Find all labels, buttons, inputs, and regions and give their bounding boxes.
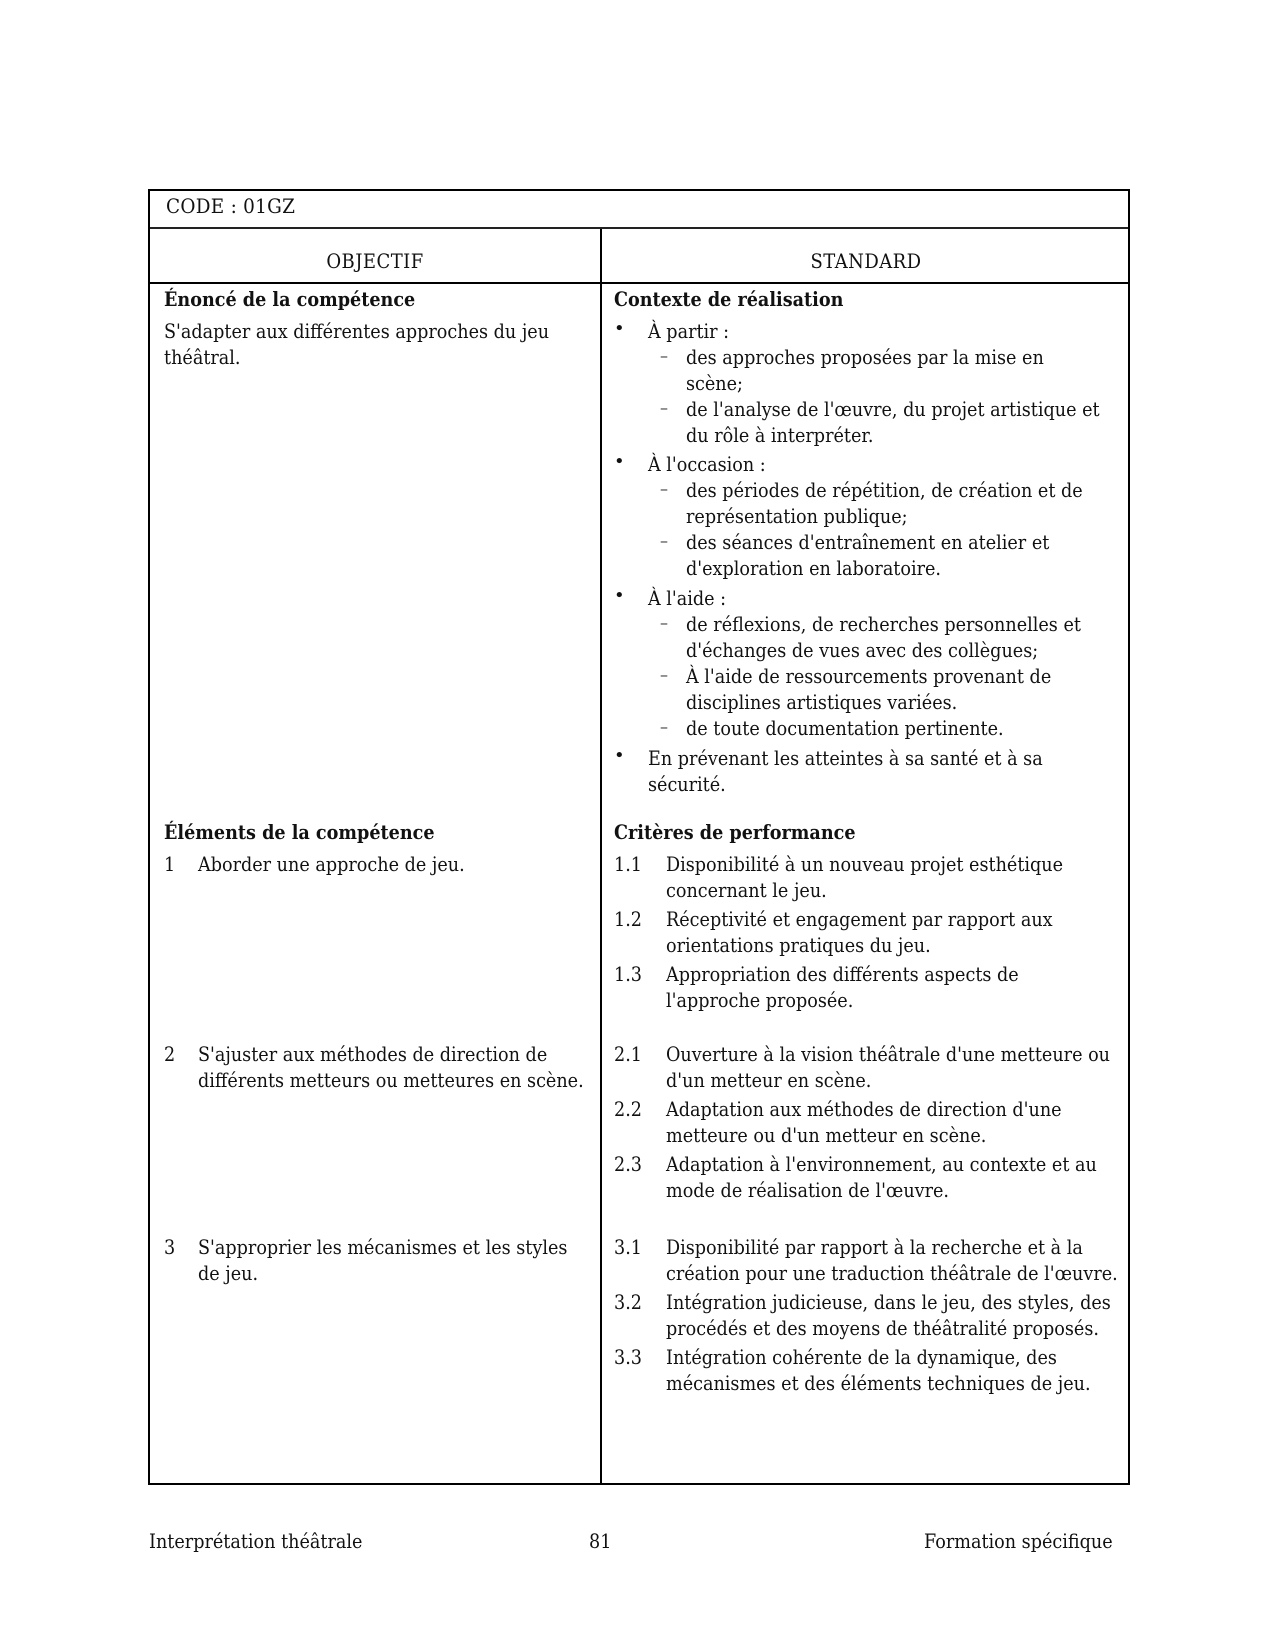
sub-item: scène; (686, 371, 743, 395)
sub-item: des séances d'entraînement en atelier et (686, 530, 1050, 554)
footer-program-name: Interprétation théâtrale (149, 1529, 363, 1553)
sub-item: des périodes de répétition, de création et de (686, 478, 1083, 502)
element-text: Aborder une approche de jeu. (198, 852, 465, 876)
competency-table (148, 189, 1130, 1485)
critere-text: l'approche proposée. (666, 988, 854, 1012)
critere-text: mode de réalisation de l'œuvre. (666, 1178, 950, 1202)
sub-item: de réflexions, de recherches personnelles et (686, 612, 1081, 636)
bullet-label: À l'occasion : (648, 452, 766, 476)
critere-text: Appropriation des différents aspects de (666, 962, 1019, 986)
dash-icon: – (660, 613, 668, 632)
critere-text: procédés et des moyens de théâtralité proposés. (666, 1316, 1099, 1340)
sub-item: d'échanges de vues avec des collègues; (686, 638, 1039, 662)
bullet-icon: • (614, 745, 625, 766)
dash-icon: – (660, 717, 668, 736)
element-text: S'ajuster aux méthodes de direction de (198, 1042, 548, 1066)
sub-item: de l'analyse de l'œuvre, du projet artistique et (686, 397, 1100, 421)
critere-text: Intégration cohérente de la dynamique, des (666, 1345, 1057, 1369)
critere-number: 1.3 (614, 962, 642, 986)
critere-text: Réceptivité et engagement par rapport aux (666, 907, 1053, 931)
footer-section-name: Formation spécifique (924, 1529, 1113, 1553)
critere-text: création pour une traduction théâtrale de l'œuvre. (666, 1261, 1118, 1285)
critere-text: d'un metteur en scène. (666, 1068, 872, 1092)
critere-number: 3.2 (614, 1290, 642, 1314)
contexte-title: Contexte de réalisation (614, 287, 844, 311)
bullet-label: En prévenant les atteintes à sa santé et à sa (648, 746, 1043, 770)
critere-number: 2.3 (614, 1152, 642, 1176)
sub-item: des approches proposées par la mise en (686, 345, 1044, 369)
critere-text: Disponibilité à un nouveau projet esthétique (666, 852, 1064, 876)
critere-number: 1.1 (614, 852, 642, 876)
bullet-icon: • (614, 318, 625, 339)
dash-icon: – (660, 531, 668, 550)
standard-column (614, 284, 1126, 1483)
column-divider (600, 229, 602, 1483)
critere-number: 3.1 (614, 1235, 642, 1259)
dash-icon: – (660, 398, 668, 417)
sub-item: du rôle à interpréter. (686, 423, 874, 447)
critere-text: Ouverture à la vision théâtrale d'une metteure ou (666, 1042, 1111, 1066)
bullet-icon: • (614, 451, 625, 472)
critere-number: 3.3 (614, 1345, 642, 1369)
critere-text: concernant le jeu. (666, 878, 827, 902)
elements-title: Éléments de la compétence (164, 820, 435, 844)
sub-item: À l'aide de ressourcements provenant de (686, 664, 1052, 688)
code-row (150, 191, 1128, 229)
bullet-label: sécurité. (648, 772, 726, 796)
critere-text: Intégration judicieuse, dans le jeu, des styles, des (666, 1290, 1111, 1314)
critere-text: Adaptation à l'environnement, au contexte et au (666, 1152, 1097, 1176)
enonce-line: théâtral. (164, 345, 241, 369)
dash-icon: – (660, 346, 668, 365)
sub-item: d'exploration en laboratoire. (686, 556, 942, 580)
critere-text: Adaptation aux méthodes de direction d'une (666, 1097, 1062, 1121)
bullet-label: À l'aide : (648, 586, 727, 610)
sub-item: disciplines artistiques variées. (686, 690, 958, 714)
element-number: 3 (164, 1235, 176, 1259)
sub-item: de toute documentation pertinente. (686, 716, 1004, 740)
element-text: de jeu. (198, 1261, 259, 1285)
enonce-title: Énoncé de la compétence (164, 287, 416, 311)
critere-text: mécanismes et des éléments techniques de jeu. (666, 1371, 1091, 1395)
competency-code: CODE : 01GZ (166, 194, 296, 218)
criteres-title: Critères de performance (614, 820, 856, 844)
column-header-standard: STANDARD (810, 249, 922, 273)
critere-text: metteure ou d'un metteur en scène. (666, 1123, 987, 1147)
objectif-column (164, 284, 594, 1483)
critere-number: 2.2 (614, 1097, 642, 1121)
critere-number: 2.1 (614, 1042, 642, 1066)
enonce-line: S'adapter aux différentes approches du jeu (164, 319, 550, 343)
sub-item: représentation publique; (686, 504, 908, 528)
bullet-icon: • (614, 585, 625, 606)
element-text: S'approprier les mécanismes et les styles (198, 1235, 568, 1259)
bullet-label: À partir : (648, 319, 730, 343)
element-number: 2 (164, 1042, 176, 1066)
element-text: différents metteurs ou metteures en scène. (198, 1068, 584, 1092)
critere-text: Disponibilité par rapport à la recherche et à la (666, 1235, 1083, 1259)
footer-page-number: 81 (589, 1529, 612, 1553)
column-header-objectif: OBJECTIF (326, 249, 424, 273)
element-number: 1 (164, 852, 176, 876)
dash-icon: – (660, 479, 668, 498)
dash-icon: – (660, 665, 668, 684)
column-header-row (150, 229, 1128, 284)
critere-number: 1.2 (614, 907, 642, 931)
critere-text: orientations pratiques du jeu. (666, 933, 931, 957)
